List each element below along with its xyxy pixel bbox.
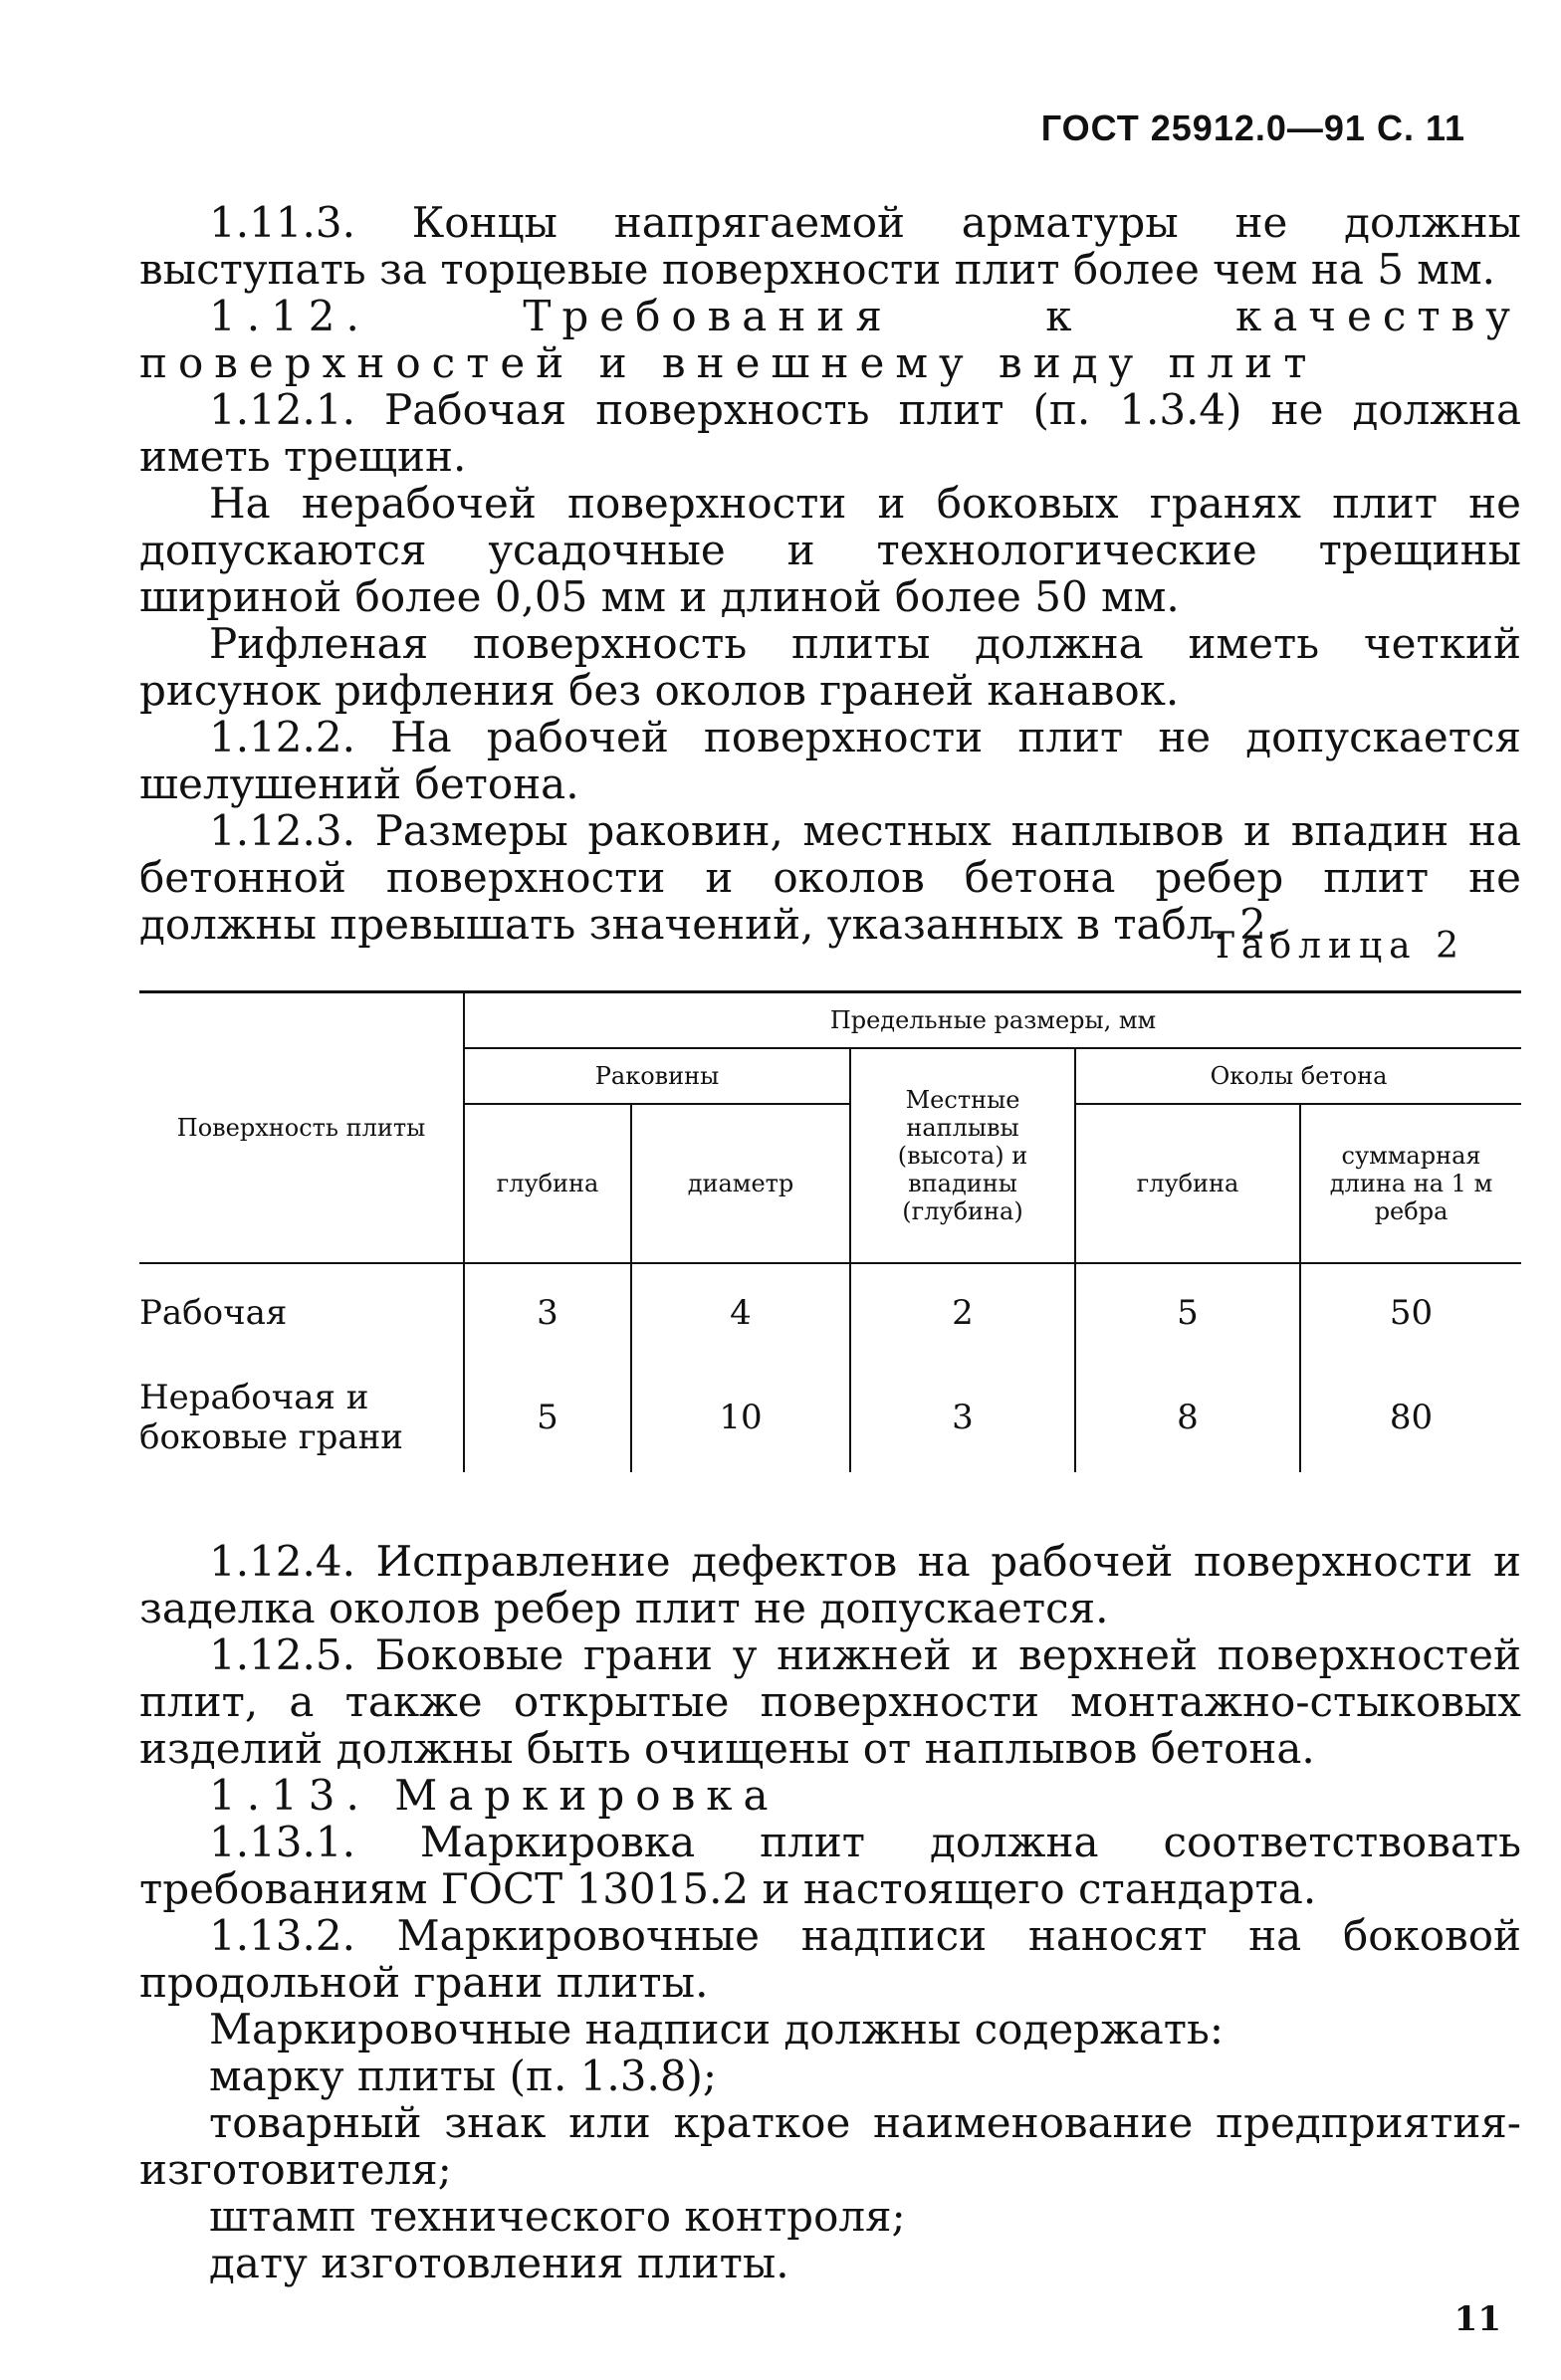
list-item: товарный знак или краткое наименование предприятия-изготовителя; (139, 2098, 1521, 2194)
paragraph: 1.12.2. На рабочей поверхности плит не допускается шелушений бетона. (139, 713, 1521, 808)
header-total-length: суммарная длина на 1 м ребра (1329, 1141, 1493, 1225)
header-diameter: диаметр (631, 1104, 850, 1263)
cell-value: 50 (1389, 1293, 1434, 1333)
text-block-top (139, 199, 1521, 948)
header-cavities: Раковины (464, 1048, 850, 1104)
list-item: штамп технического контроля; (209, 2192, 906, 2241)
cell-value: 5 (464, 1363, 631, 1472)
header-depth: глубина (464, 1104, 631, 1263)
header-limits: Предельные размеры, мм (464, 992, 1521, 1048)
paragraph: Маркировочные надписи должны содержать: (209, 2005, 1224, 2054)
page-number: 11 (1453, 2299, 1501, 2339)
cell-value: 2 (850, 1263, 1075, 1363)
cell-value: 4 (631, 1263, 850, 1363)
paragraph: На нерабочей поверхности и боковых гранях плит не допускаются усадочные и технологические трещины шириной более 0,05 мм и длиной более 50 мм. (139, 479, 1521, 621)
table-caption: Таблица 2 (1211, 926, 1465, 967)
cell-value: 8 (1075, 1363, 1300, 1472)
header-spalls: Околы бетона (1075, 1048, 1521, 1104)
paragraph: 1.12.3. Размеры раковин, местных наплывов и впадин на бетонной поверхности и околов бетона ребер плит не должны превышать значений, указанных в табл. 2. (139, 806, 1521, 949)
section-heading: 1.12. Требования к качеству поверхностей и внешнему виду плит (139, 292, 1521, 387)
paragraph: Рифленая поверхность плиты должна иметь четкий рисунок рифления без околов граней канавок. (139, 619, 1521, 715)
paragraph: 1.13.2. Маркировочные надписи наносят на боковой продольной грани плиты. (139, 1911, 1521, 2007)
table-row (139, 1363, 1521, 1472)
header-surface: Поверхность плиты (139, 992, 464, 1263)
row-surface: Рабочая (139, 1263, 464, 1363)
paragraph: 1.13.1. Маркировка плит должна соответствовать требованиям ГОСТ 13015.2 и настоящего стандарта. (139, 1818, 1521, 1913)
text-block-bottom (139, 1538, 1521, 2286)
paragraph: 1.12.4. Исправление дефектов на рабочей поверхности и заделка околов ребер плит не допускается. (139, 1537, 1521, 1632)
row-surface: Нерабочая и боковые грани (139, 1363, 464, 1472)
header-local-bumps: Местные наплывы (высота) и впадины (глубина) (850, 1048, 1075, 1263)
paragraph: 1.11.3. Концы напрягаемой арматуры не должны выступать за торцевые поверхности плит более чем на 5 мм. (139, 198, 1521, 294)
header-spall-depth: глубина (1075, 1104, 1300, 1263)
cell-value: 3 (850, 1363, 1075, 1472)
cell-value: 5 (1075, 1263, 1300, 1363)
defects-table (139, 990, 1521, 1488)
cell-value: 80 (1389, 1397, 1434, 1437)
page-header: ГОСТ 25912.0—91 С. 11 (1040, 108, 1465, 148)
section-heading: 1.13. Маркировка (209, 1771, 780, 1820)
list-item: дату изготовления плиты. (209, 2239, 789, 2287)
paragraph: 1.12.5. Боковые грани у нижней и верхней поверхностей плит, а также открытые поверхности монтажно-стыковых изделий должны быть очищены от наплывов бетона. (139, 1630, 1521, 1773)
list-item: марку плиты (п. 1.3.8); (209, 2052, 718, 2100)
cell-value: 10 (631, 1363, 850, 1472)
cell-value: 3 (464, 1263, 631, 1363)
table-row (139, 1263, 1521, 1363)
paragraph: 1.12.1. Рабочая поверхность плит (п. 1.3.4) не должна иметь трещин. (139, 385, 1521, 481)
